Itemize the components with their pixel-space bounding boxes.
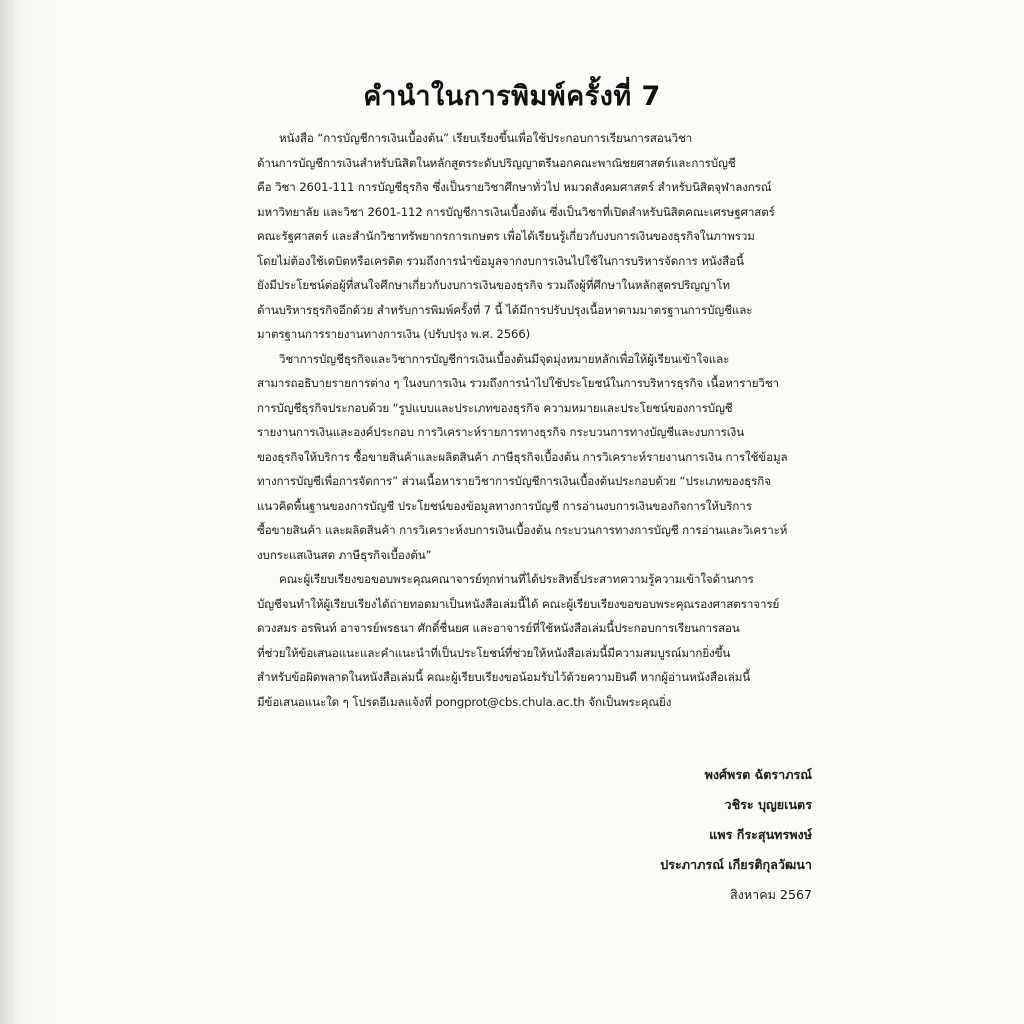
paragraph-line: การบัญชีธุรกิจประกอบด้วย “รูปแบบและประเภทของธุรกิจ ความหมายและประโยชน์ของการบัญชี xyxy=(257,400,733,415)
paragraph-line: มาตรฐานการรายงานทางการเงิน (ปรับปรุง พ.ศ. 2566) xyxy=(257,327,531,341)
paragraph-line: สำหรับข้อผิดพลาดในหนังสือเล่มนี้ คณะผู้เรียบเรียงขอน้อมรับไว้ด้วยความยินดี หากผู้อ่านหนังสือเล่มนี้ xyxy=(257,670,751,684)
paragraph-line: ด้านการบัญชีการเงินสำหรับนิสิตในหลักสูตรระดับปริญญาตรีนอกคณะพาณิชยศาสตร์และการบัญชี xyxy=(257,155,736,170)
paragraph-line: คณะรัฐศาสตร์ และสำนักวิชาทรัพยากรการเกษตร เพื่อได้เรียนรู้เกี่ยวกับงบการเงินของธุรกิจในภาพรวม xyxy=(257,229,755,243)
paragraph-line: แนวคิดพื้นฐานของการบัญชี ประโยชน์ของข้อมูลทางการบัญชี การอ่านงบการเงินของกิจการให้บริการ xyxy=(257,498,752,513)
preface-date: สิงหาคม 2567 xyxy=(730,887,812,902)
paragraph-line: วิชาการบัญชีธุรกิจและวิชาการบัญชีการเงินเบื้องต้นมีจุดมุ่งหมายหลักเพื่อให้ผู้เรียนเข้าใจและ xyxy=(279,351,730,366)
paragraph-line: งบกระแสเงินสด ภาษีธุรกิจเบื้องต้น” xyxy=(257,547,432,562)
author-name: แพร กีระสุนทรพงษ์ xyxy=(709,827,812,842)
paragraph-line: หนังสือ “การบัญชีการเงินเบื้องต้น” เรียบเรียงขึ้นเพื่อใช้ประกอบการเรียนการสอนวิชา xyxy=(279,131,693,145)
paragraph-line: มหาวิทยาลัย และวิชา 2601-112 การบัญชีการเงินเบื้องต้น ซึ่งเป็นวิชาที่เปิดสำหรับนิสิตคณะเศรษฐศาสตร์ xyxy=(257,204,775,219)
signature-block xyxy=(660,760,812,910)
paragraph-line: คณะผู้เรียบเรียงขอขอบพระคุณคณาจารย์ทุกท่านที่ได้ประสิทธิ์ประสาทความรู้ความเข้าใจด้านการ xyxy=(279,572,754,586)
paragraph-line: ทางการบัญชีเพื่อการจัดการ” ส่วนเนื้อหารายวิชาการบัญชีการเงินเบื้องต้นประกอบด้วย “ประเภทของธุรกิจ xyxy=(257,474,771,488)
paragraph-line: ซื้อขายสินค้า และผลิตสินค้า การวิเคราะห์งบการเงินเบื้องต้น กระบวนการทางการบัญชี การอ่านและวิเคราะห์ xyxy=(257,523,788,537)
author-name: พงศ์พรต ฉัตราภรณ์ xyxy=(704,767,812,782)
paragraph-line: โดยไม่ต้องใช้เดบิตหรือเครดิต รวมถึงการนำข้อมูลจากงบการเงินไปใช้ในการบริหารจัดการ หนังสือนี้ xyxy=(257,253,744,268)
author-name: ประภาภรณ์ เกียรติกุลวัฒนา xyxy=(660,857,812,872)
paragraph-line: ด้านบริหารธุรกิจอีกด้วย สำหรับการพิมพ์ครั้งที่ 7 นี้ ได้มีการปรับปรุงเนื้อหาตามมาตรฐานการบัญชีและ xyxy=(257,302,753,317)
paragraph-line: สามารถอธิบายรายการต่าง ๆ ในงบการเงิน รวมถึงการนำไปใช้ประโยชน์ในการบริหารธุรกิจ เนื้อหารายวิชา xyxy=(257,376,780,390)
paragraph-line: ดวงสมร อรพินท์ อาจารย์พรธนา ศักดิ์ชื่นยศ และอาจารย์ที่ใช้หนังสือเล่มนี้ประกอบการเรียนการสอน xyxy=(257,621,740,635)
paragraph-line: ที่ช่วยให้ข้อเสนอแนะและคำแนะนำที่เป็นประโยชน์ที่ช่วยให้หนังสือเล่มนี้มีความสมบูรณ์มากยิ่งขึ้น xyxy=(257,645,731,660)
paragraph-line: คือ วิชา 2601-111 การบัญชีธุรกิจ ซึ่งเป็นรายวิชาศึกษาทั่วไป หมวดสังคมศาสตร์ สำหรับนิสิตจุฬาลงกรณ์ xyxy=(257,180,772,194)
paragraph-line: บัญชีจนทำให้ผู้เรียบเรียงได้ถ่ายทอดมาเป็นหนังสือเล่มนี้ได้ คณะผู้เรียบเรียงขอขอบพระคุณรองศาสตราจารย์ xyxy=(257,596,780,611)
preface-paragraph xyxy=(257,347,817,568)
author-name: วชิระ บุญยเนตร xyxy=(724,797,812,812)
preface-paragraph xyxy=(257,567,817,714)
paragraph-line: ยังมีประโยชน์ต่อผู้ที่สนใจศึกษาเกี่ยวกับงบการเงินของธุรกิจ รวมถึงผู้ที่ศึกษาในหลักสูตรปริญญาโท xyxy=(257,278,730,292)
preface-paragraph xyxy=(257,126,817,347)
paragraph-line: รายงานการเงินและองค์ประกอบ การวิเคราะห์รายการทางธุรกิจ กระบวนการทางบัญชีและงบการเงิน xyxy=(257,425,745,439)
paragraph-line: มีข้อเสนอแนะใด ๆ โปรดอีเมลแจ้งที่ pongprot@cbs.chula.ac.th จักเป็นพระคุณยิ่ง xyxy=(257,694,672,709)
page-title: คำนำในการพิมพ์ครั้งที่ 7 xyxy=(363,81,661,112)
paragraph-line: ของธุรกิจให้บริการ ซื้อขายสินค้าและผลิตสินค้า ภาษีธุรกิจเบื้องต้น การวิเคราะห์รายงานการเงิน การใช้ข้อมูล xyxy=(257,449,788,464)
preface-body xyxy=(257,126,817,714)
page-binding-edge xyxy=(0,0,14,1024)
